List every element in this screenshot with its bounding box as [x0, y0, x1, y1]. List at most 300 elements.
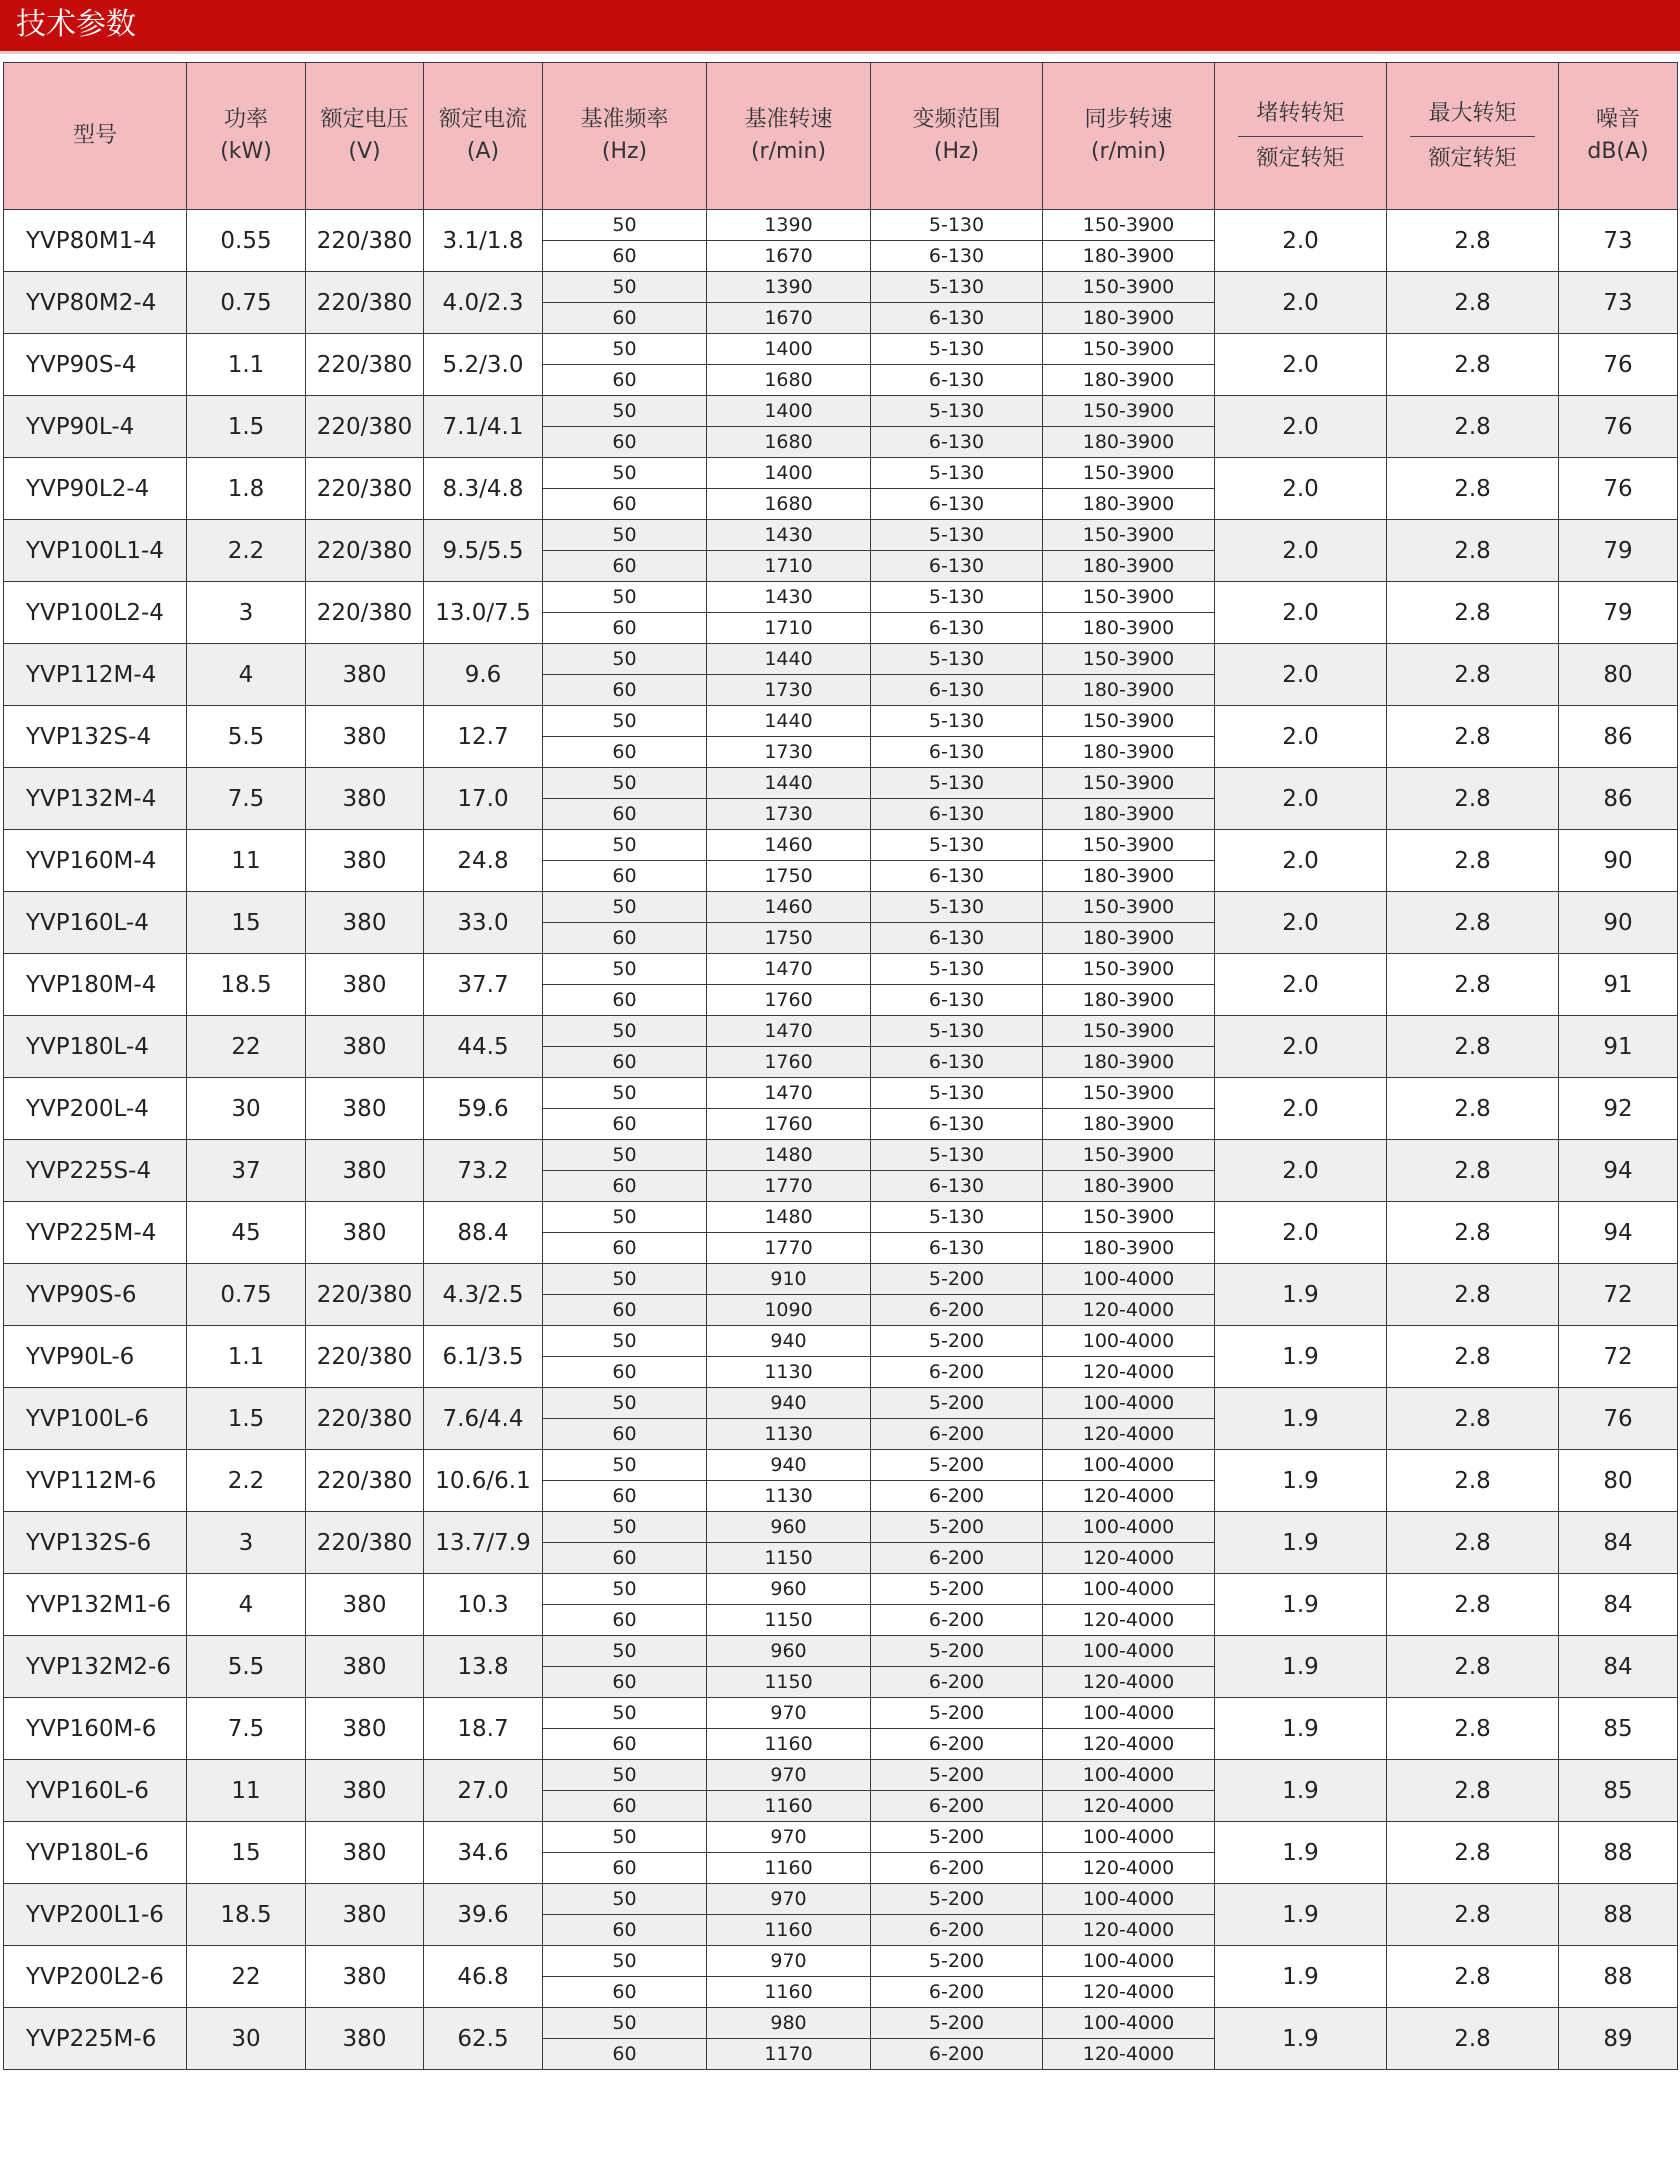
- cell-power: 0.55: [187, 210, 306, 272]
- cell-noise: 90: [1559, 830, 1678, 892]
- cell-voltage: 380: [306, 1884, 424, 1946]
- cell-base-freq: 60: [543, 365, 707, 396]
- cell-base-freq: 60: [543, 1729, 707, 1760]
- cell-power: 7.5: [187, 1698, 306, 1760]
- cell-voltage: 380: [306, 1574, 424, 1636]
- cell-power: 0.75: [187, 272, 306, 334]
- cell-base-freq: 50: [543, 1450, 707, 1481]
- cell-base-freq: 60: [543, 1109, 707, 1140]
- table-row: [4, 1078, 1678, 1109]
- cell-base-speed: 940: [707, 1388, 871, 1419]
- cell-freq-range: 6-200: [871, 1977, 1043, 2008]
- cell-noise: 88: [1559, 1822, 1678, 1884]
- cell-base-freq: 50: [543, 1822, 707, 1853]
- cell-max-torque: 2.8: [1387, 1574, 1559, 1636]
- table-row: [4, 272, 1678, 303]
- header-current: 额定电流 (A): [424, 63, 543, 210]
- cell-model: YVP100L1-4: [4, 520, 187, 582]
- cell-locked-torque: 2.0: [1215, 892, 1387, 954]
- cell-voltage: 380: [306, 1946, 424, 2008]
- cell-sync-speed: 150-3900: [1043, 830, 1215, 861]
- cell-sync-speed: 180-3900: [1043, 799, 1215, 830]
- cell-model: YVP90L-6: [4, 1326, 187, 1388]
- cell-freq-range: 6-130: [871, 1047, 1043, 1078]
- table-row: [4, 1450, 1678, 1481]
- cell-voltage: 220/380: [306, 520, 424, 582]
- cell-model: YVP132S-4: [4, 706, 187, 768]
- cell-sync-speed: 100-4000: [1043, 1388, 1215, 1419]
- cell-sync-speed: 180-3900: [1043, 303, 1215, 334]
- cell-sync-speed: 150-3900: [1043, 582, 1215, 613]
- cell-freq-range: 5-200: [871, 1884, 1043, 1915]
- cell-voltage: 380: [306, 706, 424, 768]
- cell-freq-range: 6-200: [871, 1853, 1043, 1884]
- cell-sync-speed: 120-4000: [1043, 1481, 1215, 1512]
- cell-base-freq: 60: [543, 923, 707, 954]
- cell-freq-range: 6-200: [871, 1915, 1043, 1946]
- cell-current: 33.0: [424, 892, 543, 954]
- cell-sync-speed: 100-4000: [1043, 1884, 1215, 1915]
- cell-base-freq: 60: [543, 799, 707, 830]
- cell-sync-speed: 120-4000: [1043, 1729, 1215, 1760]
- cell-freq-range: 6-130: [871, 861, 1043, 892]
- cell-freq-range: 5-200: [871, 1946, 1043, 1977]
- table-row: [4, 1636, 1678, 1667]
- header-base-speed: 基准转速 (r/min): [707, 63, 871, 210]
- cell-base-speed: 1150: [707, 1605, 871, 1636]
- cell-sync-speed: 150-3900: [1043, 210, 1215, 241]
- cell-max-torque: 2.8: [1387, 1884, 1559, 1946]
- cell-base-freq: 60: [543, 675, 707, 706]
- cell-freq-range: 6-130: [871, 923, 1043, 954]
- cell-freq-range: 6-130: [871, 1171, 1043, 1202]
- cell-noise: 89: [1559, 2008, 1678, 2070]
- cell-sync-speed: 120-4000: [1043, 1357, 1215, 1388]
- cell-base-speed: 1400: [707, 396, 871, 427]
- cell-max-torque: 2.8: [1387, 1822, 1559, 1884]
- cell-power: 30: [187, 2008, 306, 2070]
- cell-base-speed: 970: [707, 1946, 871, 1977]
- cell-base-speed: 960: [707, 1636, 871, 1667]
- cell-sync-speed: 180-3900: [1043, 427, 1215, 458]
- cell-voltage: 380: [306, 1140, 424, 1202]
- table-row: [4, 1512, 1678, 1543]
- cell-base-speed: 1440: [707, 768, 871, 799]
- cell-max-torque: 2.8: [1387, 1636, 1559, 1698]
- table-row: [4, 1202, 1678, 1233]
- cell-sync-speed: 180-3900: [1043, 551, 1215, 582]
- cell-noise: 80: [1559, 1450, 1678, 1512]
- cell-base-freq: 50: [543, 1326, 707, 1357]
- cell-noise: 91: [1559, 1016, 1678, 1078]
- cell-max-torque: 2.8: [1387, 1264, 1559, 1326]
- cell-base-freq: 60: [543, 861, 707, 892]
- cell-current: 59.6: [424, 1078, 543, 1140]
- cell-noise: 84: [1559, 1512, 1678, 1574]
- cell-freq-range: 5-200: [871, 1822, 1043, 1853]
- cell-model: YVP132M2-6: [4, 1636, 187, 1698]
- cell-sync-speed: 100-4000: [1043, 1450, 1215, 1481]
- cell-base-freq: 50: [543, 272, 707, 303]
- header-model: 型号: [4, 63, 187, 210]
- cell-voltage: 380: [306, 830, 424, 892]
- table-row: [4, 2008, 1678, 2039]
- cell-max-torque: 2.8: [1387, 210, 1559, 272]
- cell-base-freq: 60: [543, 1295, 707, 1326]
- cell-voltage: 220/380: [306, 1388, 424, 1450]
- cell-base-freq: 60: [543, 241, 707, 272]
- cell-model: YVP160M-6: [4, 1698, 187, 1760]
- cell-noise: 91: [1559, 954, 1678, 1016]
- cell-base-freq: 60: [543, 1419, 707, 1450]
- cell-freq-range: 6-200: [871, 1667, 1043, 1698]
- cell-power: 18.5: [187, 1884, 306, 1946]
- cell-power: 5.5: [187, 706, 306, 768]
- cell-freq-range: 6-200: [871, 1419, 1043, 1450]
- cell-power: 1.5: [187, 396, 306, 458]
- cell-max-torque: 2.8: [1387, 582, 1559, 644]
- cell-max-torque: 2.8: [1387, 1016, 1559, 1078]
- cell-locked-torque: 2.0: [1215, 1016, 1387, 1078]
- cell-base-freq: 60: [543, 737, 707, 768]
- cell-freq-range: 5-130: [871, 954, 1043, 985]
- cell-voltage: 380: [306, 1760, 424, 1822]
- cell-locked-torque: 1.9: [1215, 1636, 1387, 1698]
- cell-current: 8.3/4.8: [424, 458, 543, 520]
- cell-model: YVP225S-4: [4, 1140, 187, 1202]
- cell-freq-range: 5-200: [871, 1512, 1043, 1543]
- cell-current: 3.1/1.8: [424, 210, 543, 272]
- cell-max-torque: 2.8: [1387, 706, 1559, 768]
- cell-freq-range: 6-130: [871, 985, 1043, 1016]
- cell-freq-range: 6-200: [871, 2039, 1043, 2070]
- cell-voltage: 380: [306, 1698, 424, 1760]
- cell-max-torque: 2.8: [1387, 954, 1559, 1016]
- cell-current: 34.6: [424, 1822, 543, 1884]
- cell-max-torque: 2.8: [1387, 1140, 1559, 1202]
- cell-sync-speed: 180-3900: [1043, 861, 1215, 892]
- cell-base-speed: 1730: [707, 799, 871, 830]
- cell-max-torque: 2.8: [1387, 1512, 1559, 1574]
- cell-sync-speed: 150-3900: [1043, 954, 1215, 985]
- cell-model: YVP80M2-4: [4, 272, 187, 334]
- cell-freq-range: 5-130: [871, 334, 1043, 365]
- cell-freq-range: 5-130: [871, 272, 1043, 303]
- cell-voltage: 380: [306, 1636, 424, 1698]
- cell-sync-speed: 150-3900: [1043, 1078, 1215, 1109]
- cell-base-freq: 60: [543, 1977, 707, 2008]
- table-row: [4, 706, 1678, 737]
- cell-freq-range: 5-200: [871, 1698, 1043, 1729]
- cell-locked-torque: 2.0: [1215, 644, 1387, 706]
- cell-base-speed: 1710: [707, 551, 871, 582]
- cell-base-speed: 1150: [707, 1667, 871, 1698]
- cell-base-freq: 50: [543, 334, 707, 365]
- cell-base-freq: 50: [543, 892, 707, 923]
- cell-base-freq: 60: [543, 1853, 707, 1884]
- cell-freq-range: 5-130: [871, 582, 1043, 613]
- cell-base-speed: 1440: [707, 706, 871, 737]
- cell-freq-range: 6-130: [871, 799, 1043, 830]
- cell-locked-torque: 2.0: [1215, 458, 1387, 520]
- table-header-row: [4, 63, 1678, 210]
- cell-voltage: 380: [306, 954, 424, 1016]
- table-row: [4, 892, 1678, 923]
- cell-locked-torque: 1.9: [1215, 1884, 1387, 1946]
- cell-max-torque: 2.8: [1387, 1202, 1559, 1264]
- cell-base-speed: 960: [707, 1574, 871, 1605]
- cell-base-speed: 940: [707, 1326, 871, 1357]
- cell-max-torque: 2.8: [1387, 272, 1559, 334]
- cell-model: YVP132S-6: [4, 1512, 187, 1574]
- cell-freq-range: 5-200: [871, 1326, 1043, 1357]
- cell-sync-speed: 180-3900: [1043, 1171, 1215, 1202]
- cell-base-speed: 1160: [707, 1915, 871, 1946]
- cell-max-torque: 2.8: [1387, 644, 1559, 706]
- cell-base-speed: 970: [707, 1822, 871, 1853]
- cell-current: 17.0: [424, 768, 543, 830]
- header-freq-range: 变频范围 (Hz): [871, 63, 1043, 210]
- cell-base-speed: 1480: [707, 1140, 871, 1171]
- cell-base-freq: 60: [543, 1543, 707, 1574]
- cell-freq-range: 6-200: [871, 1295, 1043, 1326]
- cell-noise: 94: [1559, 1202, 1678, 1264]
- cell-base-speed: 1770: [707, 1171, 871, 1202]
- cell-current: 7.6/4.4: [424, 1388, 543, 1450]
- cell-locked-torque: 1.9: [1215, 1512, 1387, 1574]
- cell-locked-torque: 2.0: [1215, 706, 1387, 768]
- cell-power: 2.2: [187, 520, 306, 582]
- cell-freq-range: 6-130: [871, 365, 1043, 396]
- cell-base-speed: 970: [707, 1698, 871, 1729]
- cell-freq-range: 5-200: [871, 1450, 1043, 1481]
- cell-noise: 73: [1559, 272, 1678, 334]
- cell-sync-speed: 180-3900: [1043, 489, 1215, 520]
- cell-current: 18.7: [424, 1698, 543, 1760]
- cell-sync-speed: 120-4000: [1043, 1605, 1215, 1636]
- cell-max-torque: 2.8: [1387, 830, 1559, 892]
- cell-model: YVP225M-4: [4, 1202, 187, 1264]
- cell-max-torque: 2.8: [1387, 1946, 1559, 2008]
- header-max-torque: $\frac{\text{最大转矩}}{\text{额定转矩}}$: [1387, 63, 1559, 210]
- cell-power: 11: [187, 830, 306, 892]
- cell-base-freq: 50: [543, 582, 707, 613]
- cell-voltage: 380: [306, 644, 424, 706]
- table-row: [4, 396, 1678, 427]
- cell-base-speed: 1430: [707, 582, 871, 613]
- table-row: [4, 1884, 1678, 1915]
- cell-locked-torque: 1.9: [1215, 1264, 1387, 1326]
- cell-locked-torque: 2.0: [1215, 210, 1387, 272]
- cell-model: YVP160L-4: [4, 892, 187, 954]
- cell-base-speed: 1730: [707, 675, 871, 706]
- cell-current: 4.0/2.3: [424, 272, 543, 334]
- cell-freq-range: 5-130: [871, 644, 1043, 675]
- cell-current: 13.0/7.5: [424, 582, 543, 644]
- table-row: [4, 830, 1678, 861]
- cell-freq-range: 6-200: [871, 1481, 1043, 1512]
- cell-voltage: 380: [306, 1202, 424, 1264]
- cell-voltage: 380: [306, 2008, 424, 2070]
- cell-base-freq: 60: [543, 427, 707, 458]
- cell-power: 1.5: [187, 1388, 306, 1450]
- cell-voltage: 220/380: [306, 334, 424, 396]
- cell-sync-speed: 120-4000: [1043, 2039, 1215, 2070]
- cell-sync-speed: 180-3900: [1043, 241, 1215, 272]
- cell-current: 12.7: [424, 706, 543, 768]
- cell-sync-speed: 120-4000: [1043, 1419, 1215, 1450]
- cell-noise: 86: [1559, 706, 1678, 768]
- cell-base-freq: 60: [543, 1667, 707, 1698]
- cell-sync-speed: 150-3900: [1043, 644, 1215, 675]
- cell-freq-range: 6-200: [871, 1729, 1043, 1760]
- cell-base-freq: 50: [543, 1574, 707, 1605]
- cell-base-freq: 60: [543, 1357, 707, 1388]
- cell-base-speed: 1460: [707, 830, 871, 861]
- cell-model: YVP180M-4: [4, 954, 187, 1016]
- cell-current: 10.3: [424, 1574, 543, 1636]
- cell-max-torque: 2.8: [1387, 892, 1559, 954]
- cell-voltage: 380: [306, 1016, 424, 1078]
- cell-base-freq: 60: [543, 1915, 707, 1946]
- cell-max-torque: 2.8: [1387, 458, 1559, 520]
- cell-model: YVP80M1-4: [4, 210, 187, 272]
- cell-current: 44.5: [424, 1016, 543, 1078]
- table-row: [4, 1016, 1678, 1047]
- table-row: [4, 582, 1678, 613]
- cell-base-freq: 60: [543, 1481, 707, 1512]
- cell-freq-range: 5-130: [871, 768, 1043, 799]
- cell-freq-range: 6-130: [871, 551, 1043, 582]
- cell-base-speed: 1390: [707, 210, 871, 241]
- cell-voltage: 220/380: [306, 582, 424, 644]
- cell-base-speed: 1680: [707, 365, 871, 396]
- cell-base-speed: 1430: [707, 520, 871, 551]
- table-row: [4, 458, 1678, 489]
- spec-table: [3, 62, 1678, 2070]
- cell-base-freq: 60: [543, 1791, 707, 1822]
- cell-base-speed: 1130: [707, 1481, 871, 1512]
- cell-power: 1.8: [187, 458, 306, 520]
- cell-sync-speed: 100-4000: [1043, 1512, 1215, 1543]
- cell-voltage: 380: [306, 892, 424, 954]
- cell-current: 6.1/3.5: [424, 1326, 543, 1388]
- cell-base-freq: 50: [543, 2008, 707, 2039]
- cell-sync-speed: 120-4000: [1043, 1977, 1215, 2008]
- cell-power: 45: [187, 1202, 306, 1264]
- cell-locked-torque: 2.0: [1215, 396, 1387, 458]
- cell-base-speed: 1160: [707, 1729, 871, 1760]
- cell-model: YVP112M-4: [4, 644, 187, 706]
- header-sync-speed: 同步转速 (r/min): [1043, 63, 1215, 210]
- cell-locked-torque: 2.0: [1215, 520, 1387, 582]
- cell-noise: 85: [1559, 1698, 1678, 1760]
- cell-freq-range: 5-130: [871, 396, 1043, 427]
- cell-voltage: 220/380: [306, 1264, 424, 1326]
- cell-base-speed: 1760: [707, 1109, 871, 1140]
- cell-max-torque: 2.8: [1387, 396, 1559, 458]
- cell-sync-speed: 150-3900: [1043, 520, 1215, 551]
- cell-base-speed: 1170: [707, 2039, 871, 2070]
- cell-model: YVP225M-6: [4, 2008, 187, 2070]
- cell-voltage: 380: [306, 1078, 424, 1140]
- cell-base-freq: 50: [543, 1264, 707, 1295]
- cell-power: 15: [187, 892, 306, 954]
- cell-sync-speed: 120-4000: [1043, 1853, 1215, 1884]
- cell-sync-speed: 120-4000: [1043, 1915, 1215, 1946]
- cell-freq-range: 5-200: [871, 1264, 1043, 1295]
- cell-freq-range: 6-130: [871, 737, 1043, 768]
- cell-base-speed: 970: [707, 1884, 871, 1915]
- cell-voltage: 220/380: [306, 272, 424, 334]
- cell-sync-speed: 150-3900: [1043, 1016, 1215, 1047]
- table-row: [4, 210, 1678, 241]
- cell-sync-speed: 120-4000: [1043, 1791, 1215, 1822]
- cell-sync-speed: 100-4000: [1043, 1264, 1215, 1295]
- cell-noise: 76: [1559, 334, 1678, 396]
- cell-base-freq: 60: [543, 551, 707, 582]
- cell-noise: 88: [1559, 1946, 1678, 2008]
- cell-current: 27.0: [424, 1760, 543, 1822]
- cell-sync-speed: 180-3900: [1043, 1233, 1215, 1264]
- cell-base-speed: 960: [707, 1512, 871, 1543]
- cell-base-freq: 50: [543, 1512, 707, 1543]
- cell-freq-range: 6-200: [871, 1543, 1043, 1574]
- cell-sync-speed: 100-4000: [1043, 1946, 1215, 1977]
- table-row: [4, 1264, 1678, 1295]
- table-row: [4, 1140, 1678, 1171]
- cell-sync-speed: 100-4000: [1043, 1574, 1215, 1605]
- header-noise: 噪音 dB(A): [1559, 63, 1678, 210]
- cell-power: 7.5: [187, 768, 306, 830]
- cell-locked-torque: 1.9: [1215, 1450, 1387, 1512]
- cell-locked-torque: 1.9: [1215, 1388, 1387, 1450]
- cell-base-freq: 50: [543, 1140, 707, 1171]
- table-row: [4, 644, 1678, 675]
- table-row: [4, 1574, 1678, 1605]
- section-title: 技术参数: [16, 7, 136, 42]
- cell-freq-range: 5-200: [871, 1574, 1043, 1605]
- cell-freq-range: 5-130: [871, 892, 1043, 923]
- cell-base-speed: 1460: [707, 892, 871, 923]
- cell-power: 15: [187, 1822, 306, 1884]
- cell-current: 37.7: [424, 954, 543, 1016]
- cell-base-speed: 1440: [707, 644, 871, 675]
- cell-base-speed: 1470: [707, 1016, 871, 1047]
- cell-freq-range: 5-130: [871, 830, 1043, 861]
- cell-freq-range: 6-130: [871, 613, 1043, 644]
- cell-base-freq: 50: [543, 1388, 707, 1419]
- cell-sync-speed: 120-4000: [1043, 1667, 1215, 1698]
- cell-current: 10.6/6.1: [424, 1450, 543, 1512]
- cell-noise: 94: [1559, 1140, 1678, 1202]
- cell-base-speed: 970: [707, 1760, 871, 1791]
- cell-current: 46.8: [424, 1946, 543, 2008]
- cell-base-freq: 60: [543, 1233, 707, 1264]
- cell-max-torque: 2.8: [1387, 1450, 1559, 1512]
- cell-base-speed: 1480: [707, 1202, 871, 1233]
- cell-locked-torque: 2.0: [1215, 954, 1387, 1016]
- cell-base-freq: 50: [543, 210, 707, 241]
- cell-freq-range: 6-130: [871, 1109, 1043, 1140]
- cell-model: YVP180L-4: [4, 1016, 187, 1078]
- cell-max-torque: 2.8: [1387, 334, 1559, 396]
- cell-current: 13.7/7.9: [424, 1512, 543, 1574]
- table-row: [4, 1698, 1678, 1729]
- cell-base-freq: 50: [543, 1884, 707, 1915]
- table-row: [4, 1822, 1678, 1853]
- cell-freq-range: 5-130: [871, 1078, 1043, 1109]
